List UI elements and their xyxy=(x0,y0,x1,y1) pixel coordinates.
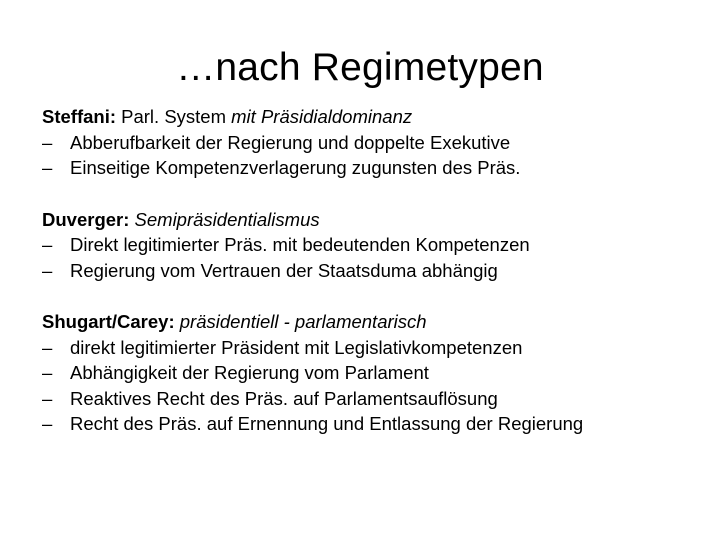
dash-bullet-icon: – xyxy=(42,387,53,409)
author-label: Duverger: xyxy=(42,208,130,230)
bullet-text: Abhängigkeit der Regierung vom Parlament xyxy=(70,362,429,383)
bullet-text: Reaktives Recht des Präs. auf Parlamentsauflösung xyxy=(70,387,498,409)
slide-body xyxy=(42,104,702,463)
section-heading xyxy=(42,207,702,233)
dash-bullet-icon: – xyxy=(42,413,53,434)
section-heading xyxy=(42,309,702,335)
bullet-text: Direkt legitimierter Präs. mit bedeutenden Kompetenzen xyxy=(70,234,530,255)
bullet-text: Abberufbarkeit der Regierung und doppelte Exekutive xyxy=(70,131,511,153)
dash-bullet-icon: – xyxy=(42,234,53,255)
section-shugart-carey xyxy=(42,309,702,437)
dash-bullet-icon: – xyxy=(42,362,53,383)
bullet-text: Recht des Präs. auf Ernennung und Entlassung der Regierung xyxy=(70,413,584,434)
bullet-item xyxy=(42,360,702,386)
bullet-item xyxy=(42,130,702,156)
section-heading xyxy=(42,104,702,130)
dash-bullet-icon: – xyxy=(42,259,53,281)
author-label: Shugart/Carey: xyxy=(42,311,175,332)
bullet-text: direkt legitimierter Präsident mit Legislativkompetenzen xyxy=(70,336,523,358)
section-duverger xyxy=(42,207,702,284)
regime-term: mit Präsidialdominanz xyxy=(231,106,413,127)
bullet-text: Einseitige Kompetenzverlagerung zugunsten des Präs. xyxy=(70,157,521,178)
bullet-item xyxy=(42,335,702,361)
bullet-item xyxy=(42,232,702,258)
bullet-item xyxy=(42,411,702,437)
regime-term: präsidentiell - parlamentarisch xyxy=(179,311,427,332)
dash-bullet-icon: – xyxy=(42,157,53,178)
heading-plain-text: Parl. System xyxy=(116,106,232,127)
dash-bullet-icon: – xyxy=(42,131,53,153)
author-label: Steffani: xyxy=(42,106,116,127)
bullet-text: Regierung vom Vertrauen der Staatsduma abhängig xyxy=(70,259,498,281)
dash-bullet-icon: – xyxy=(42,336,53,358)
regime-term: Semipräsidentialismus xyxy=(134,208,320,230)
bullet-item xyxy=(42,258,702,284)
section-steffani xyxy=(42,104,702,181)
bullet-item xyxy=(42,386,702,412)
slide-title: …nach Regimetypen xyxy=(176,46,544,89)
bullet-item xyxy=(42,155,702,181)
